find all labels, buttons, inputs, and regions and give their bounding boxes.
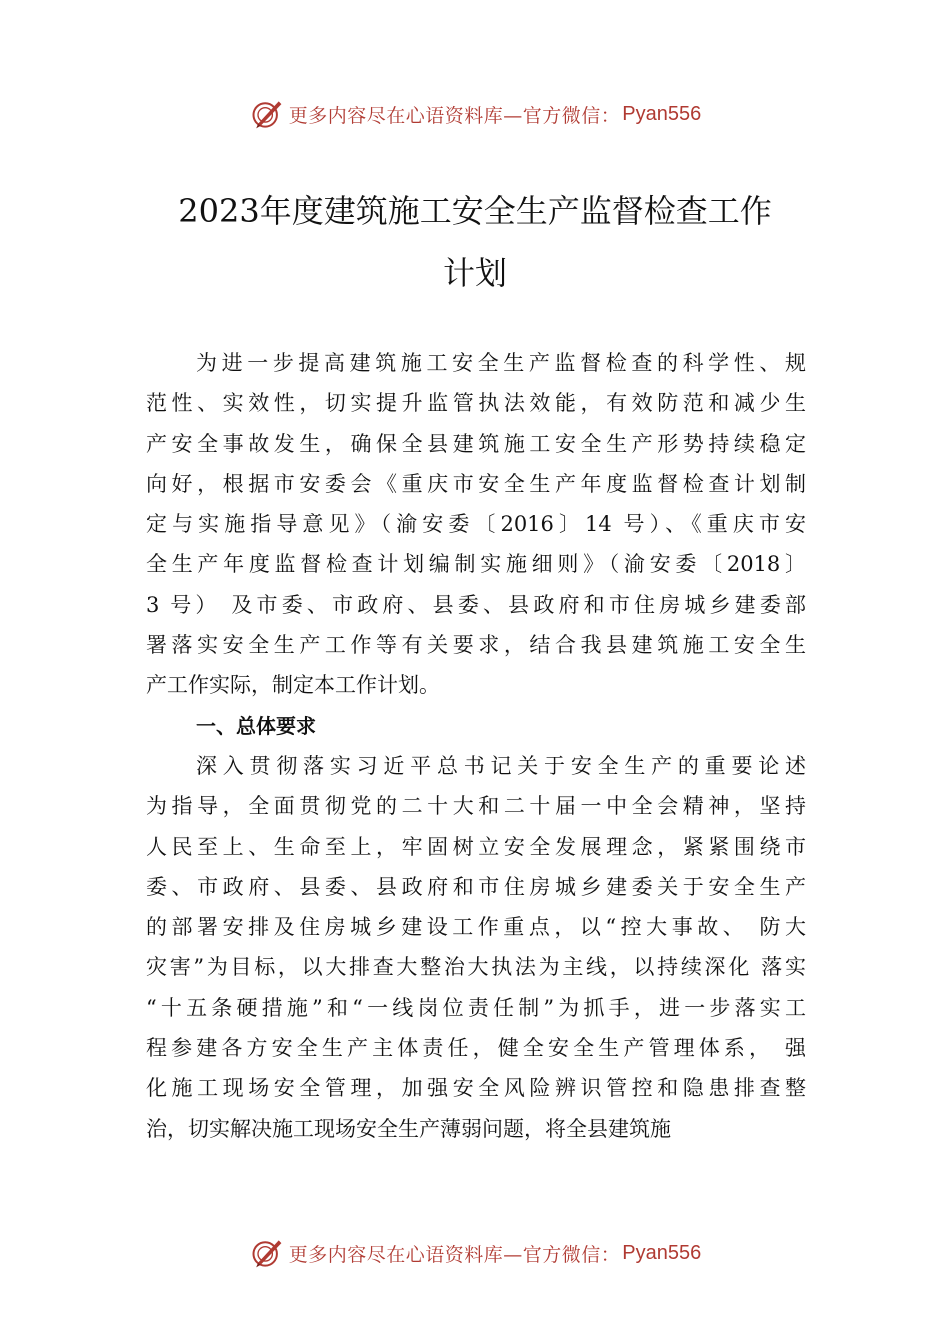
document-body (146, 343, 806, 1149)
paragraph-intro (146, 343, 806, 706)
text-line: 产安全事故发生，确保全县建筑施工安全生产形势持续稳定 (146, 431, 806, 456)
text-line: “十五条硬措施”和“一线岗位责任制”为抓手，进一步落实工 (146, 995, 806, 1020)
text-line: 化施工现场安全管理，加强安全风险辨识管控和隐患排查整 (146, 1076, 806, 1101)
text-line: 全生产年度监督检查计划编制实施细则》（渝安委〔2018〕 (146, 552, 806, 577)
paragraph-general-requirements (146, 746, 806, 1149)
watermark-header (0, 94, 950, 134)
watermark-account: Pyan556 (622, 102, 702, 125)
text-line: 灾害”为目标，以大排查大整治大执法为主线，以持续深化 落实 (146, 955, 806, 980)
text-line: 为指导，全面贯彻党的二十大和二十届一中全会精神，坚持 (146, 794, 806, 819)
watermark-account: Pyan556 (622, 1241, 702, 1264)
section-heading: 一、总体要求 (196, 713, 316, 738)
title-line-2: 计划 (442, 254, 507, 292)
text-line: 产工作实际，制定本工作计划。 (146, 673, 440, 698)
watermark-text: 更多内容尽在心语资料库—官方微信： (288, 1243, 621, 1266)
text-line: 定与实施指导意见》（渝安委〔2016〕14 号）、《重庆市安 (146, 512, 806, 537)
text-line: 向好，根据市安委会《重庆市安全生产年度监督检查计划制 (146, 471, 806, 496)
text-line: 委、市政府、县委、县政府和市住房城乡建委关于安全生产 (146, 874, 806, 899)
text-line: 署落实安全生产工作等有关要求，结合我县建筑施工安全生 (146, 633, 806, 658)
text-line: 为进一步提高建筑施工安全生产监督检查的科学性、规 (196, 351, 806, 375)
text-line: 程参建各方安全生产主体责任，健全安全生产管理体系， 强 (146, 1036, 806, 1061)
text-line: 人民至上、生命至上，牢固树立安全发展理念，紧紧围绕市 (146, 834, 806, 859)
text-line: 的部署安排及住房城乡建设工作重点，以“控大事故、 防大 (146, 915, 806, 940)
text-line: 范性、实效性，切实提升监管执法效能，有效防范和减少生 (146, 391, 806, 416)
watermark-footer (0, 1233, 950, 1273)
text-line: 3 号） 及市委、市政府、县委、县政府和市住房城乡建委部 (146, 592, 806, 617)
pen-logo-icon (249, 96, 285, 132)
document-title (0, 180, 950, 304)
watermark-text: 更多内容尽在心语资料库—官方微信： (288, 104, 621, 127)
title-line-1: 2023年度建筑施工安全生产监督检查工作 (178, 192, 772, 230)
pen-logo-icon (249, 1235, 285, 1271)
text-line: 深入贯彻落实习近平总书记关于安全生产的重要论述 (196, 753, 806, 778)
text-line: 治，切实解决施工现场安全生产薄弱问题，将全县建筑施 (146, 1116, 671, 1141)
